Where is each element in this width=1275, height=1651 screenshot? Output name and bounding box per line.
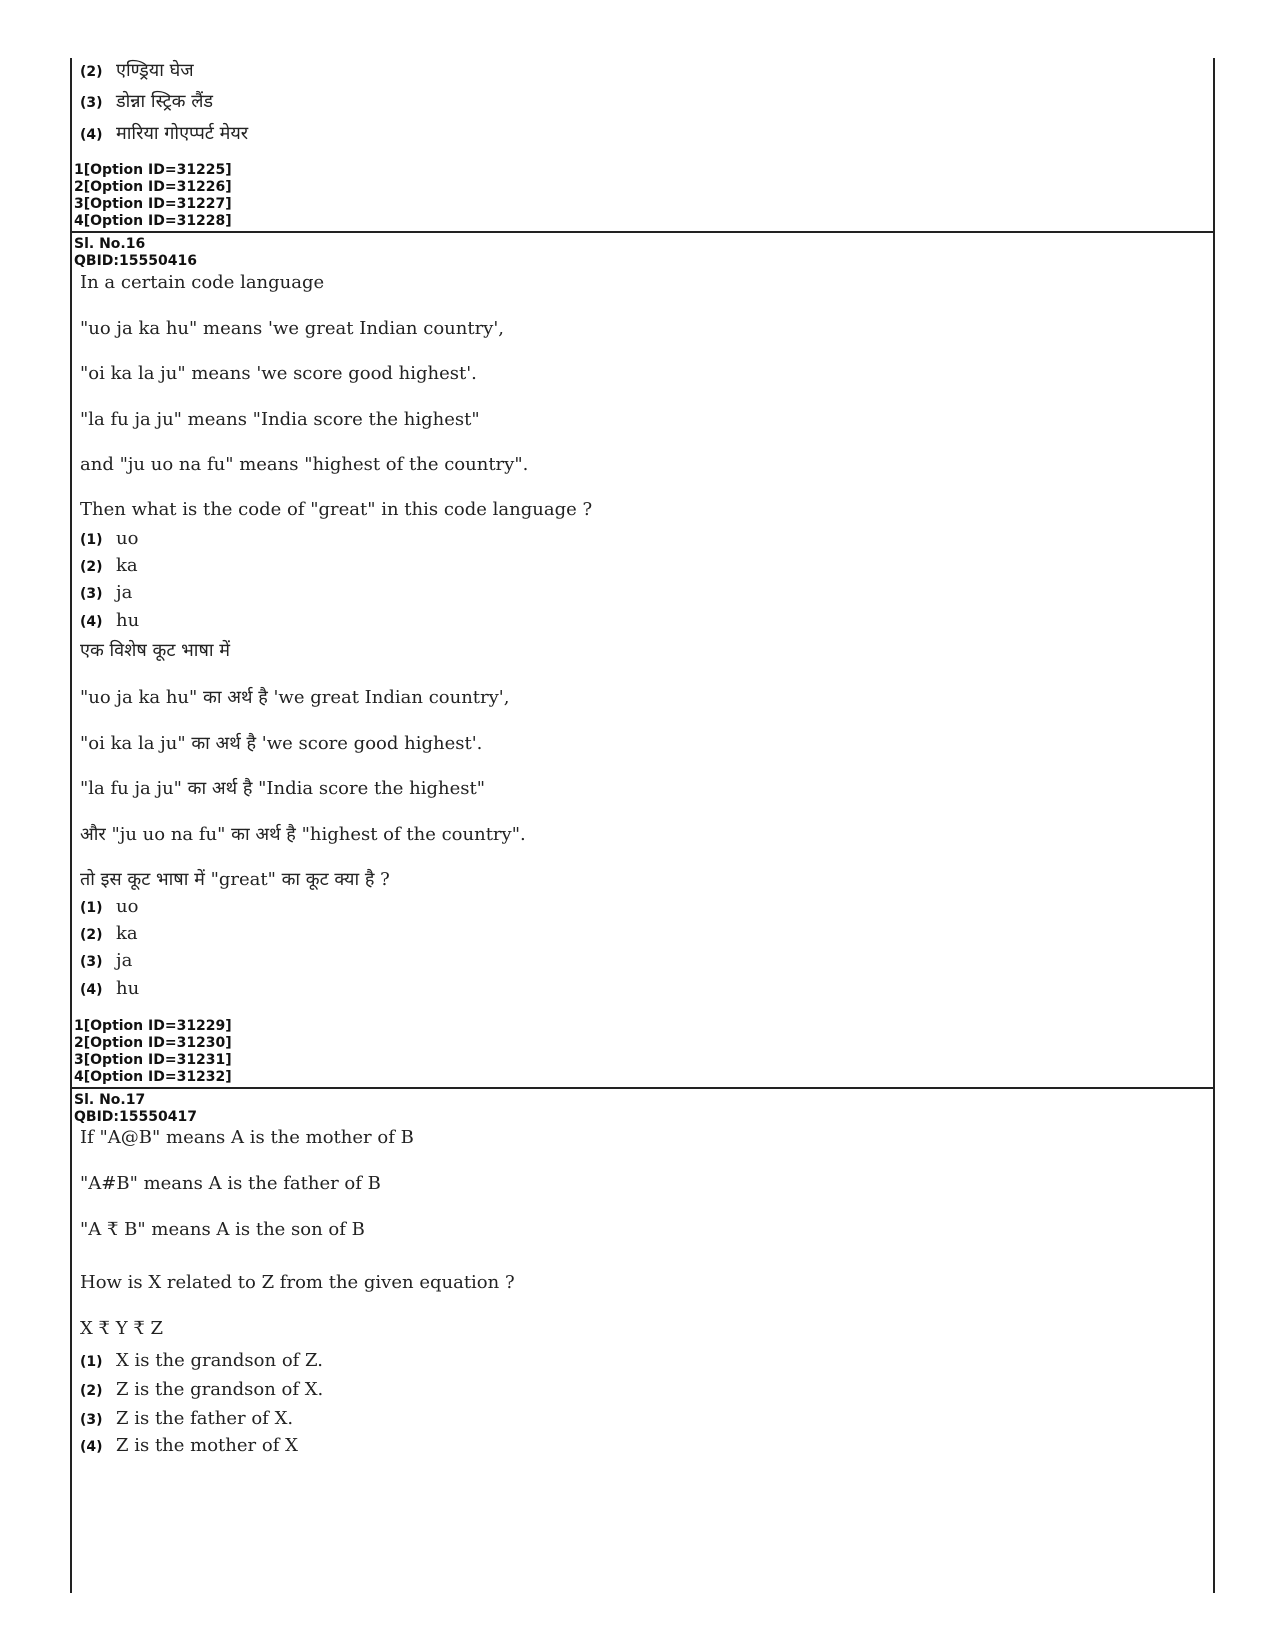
q17-header <box>74 1092 197 1126</box>
q16-hindi-option-2 <box>80 923 138 944</box>
q16-hindi-line: "la fu ja ju" का अर्थ है "India score the highest" <box>80 778 486 799</box>
option-number: (3) <box>80 95 103 111</box>
option-number: (4) <box>80 614 103 630</box>
option-number: (3) <box>80 1412 103 1428</box>
q16-english-option-3 <box>80 582 132 603</box>
option-text: uo <box>116 896 139 917</box>
q17-line: "A#B" means A is the father of B <box>80 1173 381 1194</box>
q17-equation: X ₹ Y ₹ Z <box>80 1318 163 1339</box>
option-id: 1[Option ID=31225] <box>74 162 232 178</box>
prev-option-3 <box>80 89 213 113</box>
option-number: (3) <box>80 954 103 970</box>
option-number: (1) <box>80 900 103 916</box>
q17-line: How is X related to Z from the given equation ? <box>80 1272 515 1293</box>
q16-hindi-line: और "ju uo na fu" का अर्थ है "highest of the country". <box>80 824 526 845</box>
option-id: 2[Option ID=31226] <box>74 179 232 195</box>
q16-hindi-line: एक विशेष कूट भाषा में <box>80 640 231 661</box>
q16-hindi-option-4 <box>80 978 139 999</box>
option-id: 4[Option ID=31228] <box>74 213 232 229</box>
q16-english-line: and "ju uo na fu" means "highest of the country". <box>80 454 529 475</box>
q16-english-line: "uo ja ka hu" means 'we great Indian country', <box>80 318 505 339</box>
option-number: (2) <box>80 927 103 943</box>
q17-option-3 <box>80 1408 293 1429</box>
option-number: (2) <box>80 1383 103 1399</box>
option-number: (1) <box>80 1354 103 1370</box>
option-number: (3) <box>80 586 103 602</box>
option-text: Z is the father of X. <box>116 1408 294 1429</box>
q16-hindi-line: तो इस कूट भाषा में "great" का कूट क्या है ? <box>80 869 390 890</box>
option-text: hu <box>116 978 140 999</box>
q16-hindi-option-1 <box>80 896 138 917</box>
question-paper-page <box>70 58 1215 1593</box>
q16-hindi-option-3 <box>80 950 132 971</box>
option-id: 3[Option ID=31227] <box>74 196 232 212</box>
q17-option-2 <box>80 1379 323 1400</box>
option-id: 3[Option ID=31231] <box>74 1052 232 1068</box>
serial-number: Sl. No.17 <box>74 1092 146 1108</box>
option-id: 2[Option ID=31230] <box>74 1035 232 1051</box>
q16-english-line: "oi ka la ju" means 'we score good highest'. <box>80 363 477 384</box>
question-divider <box>72 1087 1213 1089</box>
option-number: (2) <box>80 64 103 80</box>
q16-header <box>74 236 197 270</box>
option-number: (4) <box>80 1439 103 1455</box>
option-text: Z is the mother of X <box>116 1435 298 1456</box>
qbid: QBID:15550416 <box>74 253 197 269</box>
serial-number: Sl. No.16 <box>74 236 146 252</box>
q16-hindi-line: "uo ja ka hu" का अर्थ है 'we great Indian country', <box>80 687 510 708</box>
option-id: 1[Option ID=31229] <box>74 1018 232 1034</box>
option-text: ka <box>116 555 138 576</box>
option-text: uo <box>116 528 139 549</box>
q17-line: "A ₹ B" means A is the son of B <box>80 1219 365 1240</box>
option-text: X is the grandson of Z. <box>116 1350 323 1371</box>
question-divider <box>72 231 1213 233</box>
q16-option-id-list <box>74 1018 232 1086</box>
q16-english-line: "la fu ja ju" means "India score the highest" <box>80 409 480 430</box>
option-number: (2) <box>80 559 103 575</box>
q16-english-line: In a certain code language <box>80 272 325 293</box>
option-text: मारिया गोएप्पर्ट मेयर <box>116 123 249 144</box>
option-number: (4) <box>80 982 103 998</box>
prev-option-4 <box>80 121 248 145</box>
q16-english-line: Then what is the code of "great" in this code language ? <box>80 499 593 520</box>
q17-line: If "A@B" means A is the mother of B <box>80 1127 414 1148</box>
q16-english-option-1 <box>80 528 138 549</box>
option-text: ja <box>116 950 133 971</box>
option-text: ja <box>116 582 133 603</box>
option-text: Z is the grandson of X. <box>116 1379 324 1400</box>
option-text: डोन्ना स्ट्रिक लैंड <box>116 91 214 112</box>
option-number: (4) <box>80 127 103 143</box>
q17-option-1 <box>80 1350 323 1371</box>
prev-option-id-list <box>74 162 232 230</box>
q17-option-4 <box>80 1435 298 1456</box>
option-text: hu <box>116 610 140 631</box>
prev-option-2 <box>80 58 194 82</box>
q16-english-option-2 <box>80 555 138 576</box>
option-text: ka <box>116 923 138 944</box>
option-text: एण्ड्रिया घेज <box>116 60 194 81</box>
q16-hindi-line: "oi ka la ju" का अर्थ है 'we score good highest'. <box>80 733 483 754</box>
option-number: (1) <box>80 532 103 548</box>
qbid: QBID:15550417 <box>74 1109 197 1125</box>
q16-english-option-4 <box>80 610 139 631</box>
option-id: 4[Option ID=31232] <box>74 1069 232 1085</box>
